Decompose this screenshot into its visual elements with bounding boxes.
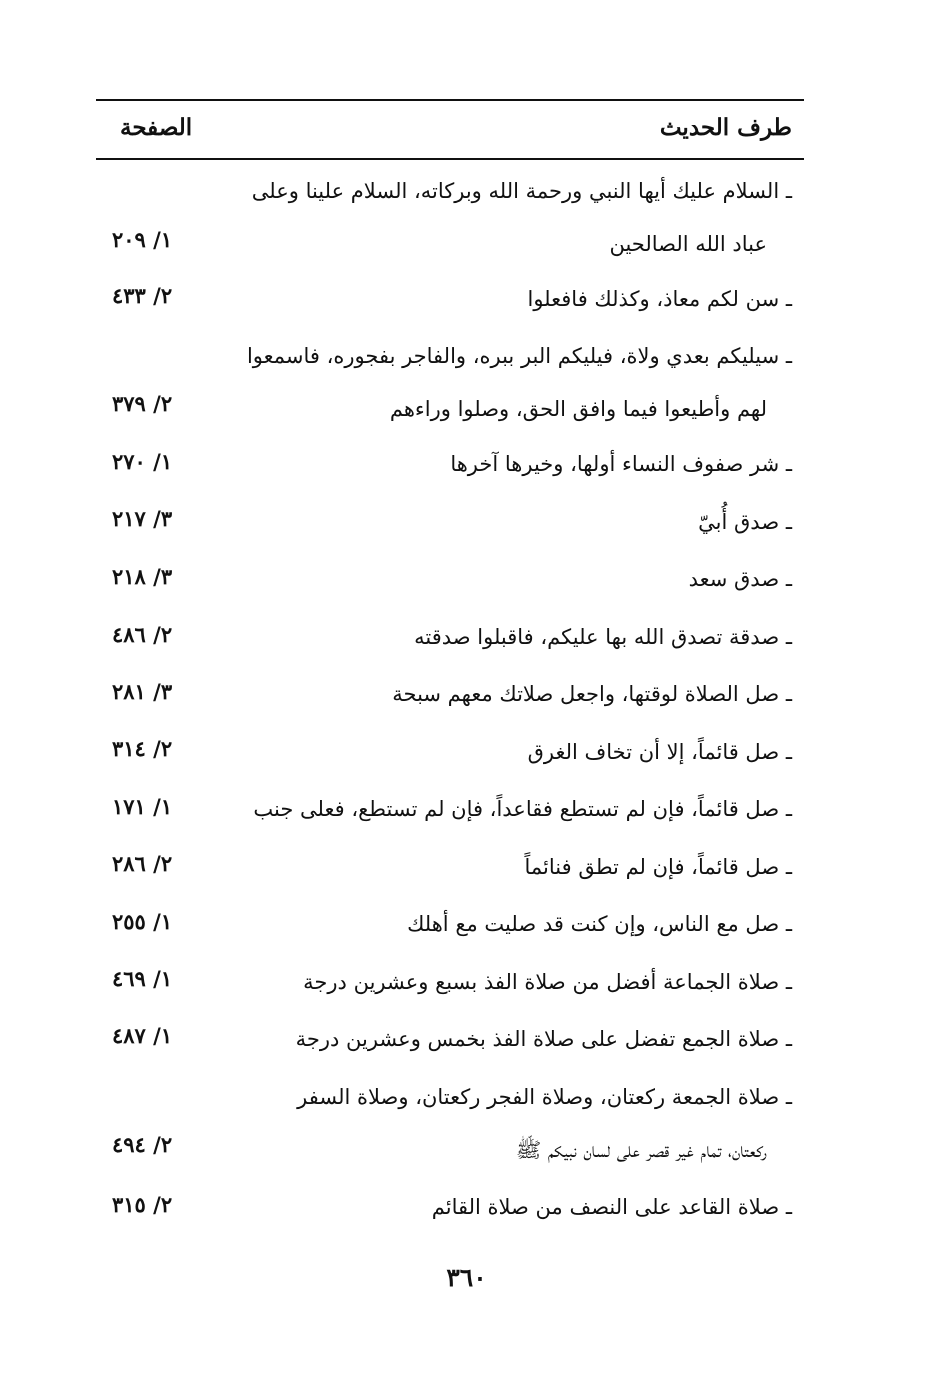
entry-line: ـ صلاة القاعد على النصف من صلاة القائم bbox=[431, 1195, 792, 1219]
entry-line: عباد الله الصالحين bbox=[609, 232, 767, 256]
entry-line: ـ صل قائماً، فإن لم تستطع فقاعداً، فإن لم تستطع، فعلى جنب bbox=[253, 797, 792, 821]
page-ref: ٢/ ٢٨٦ bbox=[112, 851, 173, 876]
column-header-page: الصفحة bbox=[120, 114, 193, 141]
entry-line: ـ صدق أُبيّ bbox=[698, 510, 792, 534]
page-ref: ٢/ ٤٩٤ bbox=[112, 1132, 173, 1157]
page-ref: ٢/ ٤٣٣ bbox=[112, 283, 173, 308]
page-ref: ١/ ٤٨٧ bbox=[112, 1023, 173, 1048]
header-rule bbox=[96, 158, 804, 160]
entry-line: ـ صل قائماً، فإن لم تطق فنائماً bbox=[524, 855, 792, 879]
entry-line: ـ صدقة تصدق الله بها عليكم، فاقبلوا صدقته bbox=[414, 625, 792, 649]
entry-line: ـ صل مع الناس، وإن كنت قد صليت مع أهلك bbox=[407, 912, 792, 936]
entry-line: لهم وأطيعوا فيما وافق الحق، وصلوا وراءهم bbox=[389, 397, 767, 421]
page-ref: ١/ ٢٠٩ bbox=[112, 227, 173, 252]
entry-line: ـ سن لكم معاذ، وكذلك فافعلوا bbox=[527, 287, 792, 311]
entry-line: ركعتان، تمام غير قصر على لسان نبيكم ﷺ bbox=[515, 1138, 767, 1162]
entry-line: ـ سيليكم بعدي ولاة، فيليكم البر ببره، والفاجر بفجوره، فاسمعوا bbox=[246, 344, 792, 368]
page-ref: ١/ ٤٦٩ bbox=[112, 966, 173, 991]
page-ref: ٢/ ٤٨٦ bbox=[112, 622, 173, 647]
entry-line: ـ صل قائماً، إلا أن تخاف الغرق bbox=[527, 740, 792, 764]
page-ref: ٣/ ٢٨١ bbox=[112, 679, 173, 704]
page-ref: ١/ ٢٧٠ bbox=[112, 449, 173, 474]
entry-line: ـ صل الصلاة لوقتها، واجعل صلاتك معهم سبحة bbox=[392, 682, 792, 706]
entry-line: ـ صدق سعد bbox=[688, 567, 792, 591]
page-number: ٣٦٠ bbox=[446, 1263, 487, 1292]
entry-line: ـ السلام عليك أيها النبي ورحمة الله وبركاته، السلام علينا وعلى bbox=[251, 179, 792, 203]
page-ref: ٣/ ٢١٧ bbox=[112, 506, 173, 531]
entry-line: ـ صلاة الجماعة أفضل من صلاة الفذ بسبع وعشرين درجة bbox=[303, 970, 792, 994]
page-ref: ٣/ ٢١٨ bbox=[112, 564, 173, 589]
entry-line: ـ شر صفوف النساء أولها، وخيرها آخرها bbox=[450, 452, 792, 476]
page-ref: ٢/ ٣١٥ bbox=[112, 1192, 173, 1217]
top-rule bbox=[96, 99, 804, 101]
page-ref: ٢/ ٣١٤ bbox=[112, 736, 173, 761]
entry-line: ـ صلاة الجمعة ركعتان، وصلاة الفجر ركعتان، وصلاة السفر bbox=[297, 1085, 792, 1109]
column-header-hadith: طرف الحديث bbox=[659, 114, 792, 141]
page-ref: ١/ ٢٥٥ bbox=[112, 909, 173, 934]
page-ref: ١/ ١٧١ bbox=[112, 794, 173, 819]
page-ref: ٢/ ٣٧٩ bbox=[112, 391, 173, 416]
entry-line: ـ صلاة الجمع تفضل على صلاة الفذ بخمس وعشرين درجة bbox=[295, 1027, 792, 1051]
